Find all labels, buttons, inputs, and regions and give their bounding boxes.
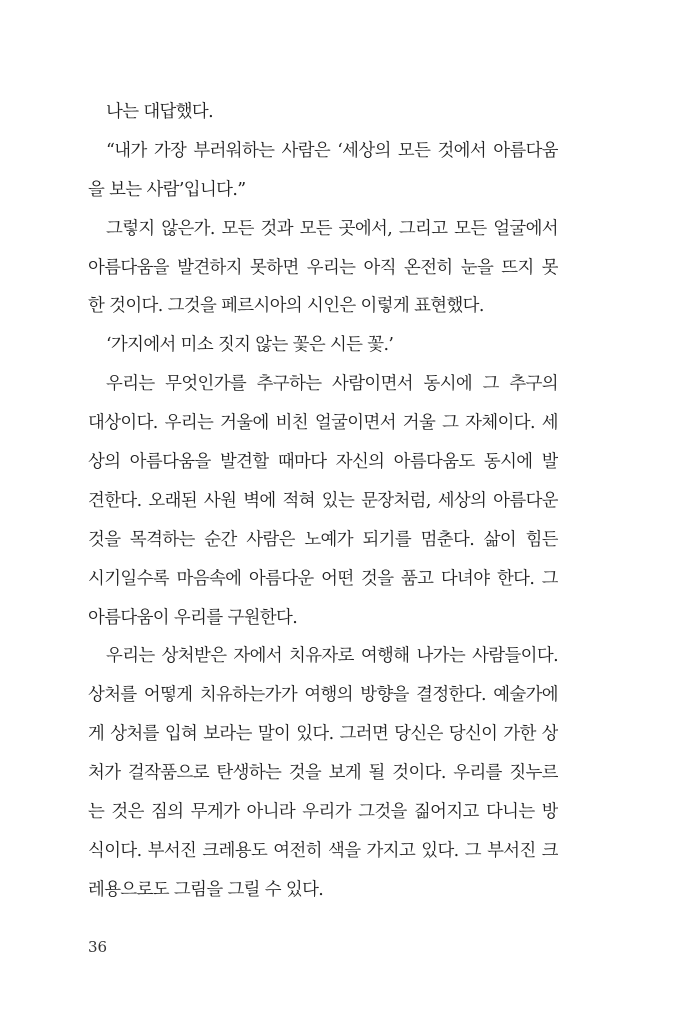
text-line: 시기일수록 마음속에 아름다운 어떤 것을 품고 다녀야 한다. 그 (88, 568, 558, 589)
text-line: 게 상처를 입혀 보라는 말이 있다. 그러면 당신은 당신이 가한 상 (88, 724, 558, 745)
text-line: 아름다움이 우리를 구원한다. (88, 607, 298, 628)
text-line: 나는 대답했다. (106, 102, 214, 122)
text-line: 우리는 상처받은 자에서 치유자로 여행해 나가는 사람들이다. (106, 646, 558, 667)
text-line: 상처를 어떻게 치유하는가가 여행의 방향을 결정한다. 예술가에 (88, 685, 558, 706)
text-line: 그렇지 않은가. 모든 것과 모든 곳에서, 그리고 모든 얼굴에서 (106, 218, 558, 239)
text-line: 아름다움을 발견하지 못하면 우리는 아직 온전히 눈을 뜨지 못 (88, 257, 558, 278)
body-text (88, 93, 558, 910)
page-number: 36 (88, 938, 108, 956)
text-line: 우리는 무엇인가를 추구하는 사람이면서 동시에 그 추구의 (106, 374, 558, 395)
text-line: ‘가지에서 미소 짓지 않는 꽃은 시든 꽃.’ (106, 335, 394, 356)
text-line: 식이다. 부서진 크레용도 여전히 색을 가지고 있다. 그 부서진 크 (88, 840, 558, 861)
text-line: “내가 가장 부러워하는 사람은 ‘세상의 모든 것에서 아름다움 (106, 140, 558, 161)
text-line: 을 보는 사람’입니다.” (88, 179, 246, 200)
text-line: 레용으로도 그림을 그릴 수 있다. (88, 879, 324, 900)
text-line: 처가 걸작품으로 탄생하는 것을 보게 될 것이다. 우리를 짓누르 (88, 763, 558, 784)
text-line: 는 것은 짐의 무게가 아니라 우리가 그것을 짊어지고 다니는 방 (88, 802, 558, 823)
text-line: 견한다. 오래된 사원 벽에 적혀 있는 문장처럼, 세상의 아름다운 (88, 490, 558, 511)
text-line: 것을 목격하는 순간 사람은 노예가 되기를 멈춘다. 삶이 힘든 (88, 529, 558, 550)
text-line: 한 것이다. 그것을 페르시아의 시인은 이렇게 표현했다. (88, 296, 484, 317)
text-line: 대상이다. 우리는 거울에 비친 얼굴이면서 거울 그 자체이다. 세 (88, 413, 558, 434)
text-line: 상의 아름다움을 발견할 때마다 자신의 아름다움도 동시에 발 (88, 452, 558, 473)
